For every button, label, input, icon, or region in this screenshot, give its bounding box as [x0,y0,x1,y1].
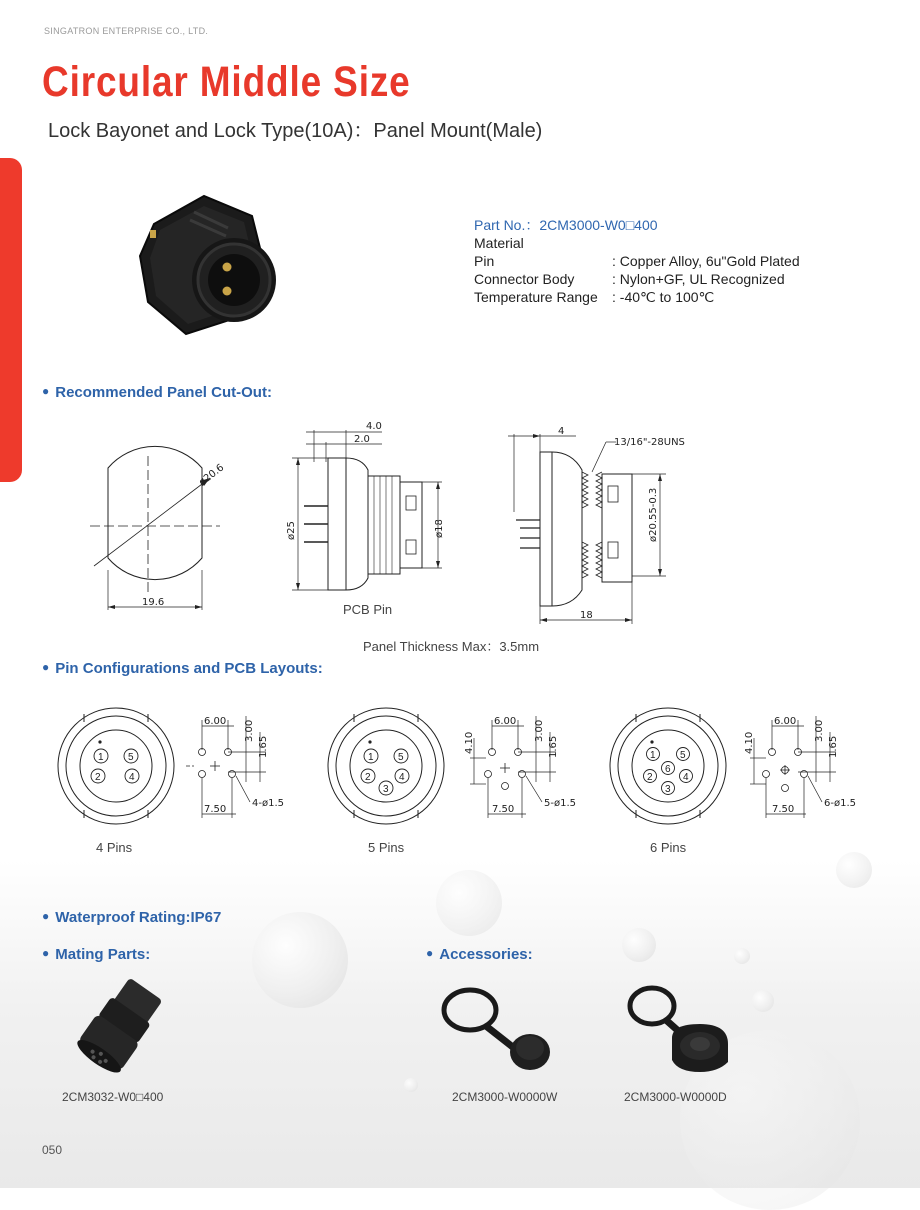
accessory-part-number: 2CM3000-W0000W [452,1090,558,1104]
pcb-layout-4 [186,712,296,820]
pcb-holes-label: 6-ø1.5 [824,798,856,809]
bullet-icon: ● [42,946,50,960]
pin-number: 4 [129,772,135,783]
section-title: Recommended Panel Cut-Out: [55,384,272,401]
accessory-cap-d-photo [622,984,742,1076]
pin-caption: 6 Pins [650,840,687,855]
bullet-icon: ● [42,384,50,398]
thread-drawing [498,424,685,624]
pin-number: 3 [383,784,389,795]
pin-caption: 5 Pins [368,840,405,855]
section-waterproof [42,909,221,926]
decorative-bubble [622,928,656,962]
page-number: 050 [42,1143,63,1157]
side-tab [0,158,22,482]
page-subtitle: Lock Bayonet and Lock Type(10A)：Panel Mount(Male) [48,120,543,142]
section-cutout [42,384,272,401]
pin-number: 2 [365,772,371,783]
thread-dim-right: ø20.55-0.3 [648,487,659,542]
mating-part-photo [70,980,180,1076]
decorative-bubble [752,990,774,1012]
cutout-diameter-label: ø20.6 [197,462,227,489]
spec-block [474,216,800,306]
section-title: Mating Parts: [55,946,151,963]
pcb-layout-5 [460,712,580,820]
side-dim-left: ø25 [286,521,297,540]
pin-number: 4 [399,772,405,783]
spec-value: : Copper Alloy, 6u"Gold Plated [612,253,800,269]
bullet-icon: ● [426,946,434,960]
pin-face-6 [608,704,728,828]
pin-number: 3 [665,784,671,795]
pin-number: 2 [95,772,101,783]
side-dim-top-inner: 2.0 [354,434,370,445]
section-pin-configs [42,660,323,677]
pin-face-5 [326,704,446,828]
pcb-dim-bottom: 7.50 [492,804,515,815]
spec-row [474,252,800,270]
accessory-part-number: 2CM3000-W0000D [624,1090,727,1104]
spec-row [474,270,800,288]
pcb-dim-left: 4.10 [464,731,475,754]
pin-face-4 [56,704,176,828]
side-dim-top-outer: 4.0 [366,421,382,432]
pin-number: 1 [650,750,656,761]
pin-number: 6 [665,764,671,775]
pin-number: 1 [98,752,104,763]
pin-number: 2 [647,772,653,783]
pcb-dim-h: 6.00 [204,716,227,727]
decorative-bubble [836,852,872,888]
spec-key: Pin [474,253,495,269]
pin-number: 4 [683,772,689,783]
connector-photo [134,194,280,340]
pin-number: 1 [368,752,374,763]
section-accessories [426,946,533,963]
section-title: Pin Configurations and PCB Layouts: [55,660,323,677]
pcb-dim-v1: 3.00 [814,719,825,742]
part-number: Part No.：2CM3000-W0□400 [474,217,658,233]
side-drawing [282,418,452,608]
cutout-drawing [90,450,240,615]
pcb-dim-v1: 3.00 [534,719,545,742]
bullet-icon: ● [42,660,50,674]
pin-number: 5 [680,750,686,761]
section-mating [42,946,150,963]
thread-label: 13/16"-28UNS [614,437,685,448]
pcb-holes-label: 5-ø1.5 [544,798,576,809]
thread-dim-top: 4 [558,426,565,437]
bullet-icon: ● [42,909,50,923]
panel-thickness-note: Panel Thickness Max：3.5mm [363,639,540,654]
decorative-bubble [252,912,348,1008]
pcb-pin-caption: PCB Pin [343,602,393,617]
cutout-width-label: 19.6 [142,597,165,608]
pcb-dim-v1: 3.00 [244,719,255,742]
pcb-holes-label: 4-ø1.5 [252,798,284,809]
accessory-cap-w-photo [436,986,556,1076]
page-title: Circular Middle Size [42,58,411,106]
spec-value: : Nylon+GF, UL Recognized [612,271,785,287]
pin-number: 5 [128,752,134,763]
material-label: Material [474,235,524,251]
mating-part-number: 2CM3032-W0□400 [62,1090,164,1104]
section-title: Waterproof Rating:IP67 [55,909,222,926]
pcb-dim-v2: 1.65 [258,735,269,758]
pcb-dim-bottom: 7.50 [204,804,227,815]
section-title: Accessories: [439,946,533,963]
pcb-layout-6 [740,712,860,820]
decorative-bubble [734,948,750,964]
pcb-dim-v2: 1.65 [548,735,559,758]
pcb-dim-h: 6.00 [774,716,797,727]
spec-row [474,288,800,306]
spec-value: : -40℃ to 100℃ [612,289,715,305]
thread-dim-bottom: 18 [580,610,593,621]
pcb-dim-left: 4.10 [744,731,755,754]
decorative-bubble [404,1078,418,1092]
spec-key: Connector Body [474,271,575,287]
spec-key: Temperature Range [474,289,598,305]
side-dim-right: ø18 [434,519,445,538]
pcb-dim-bottom: 7.50 [772,804,795,815]
pcb-dim-v2: 1.65 [828,735,839,758]
pin-number: 5 [398,752,404,763]
decorative-bubble [436,870,502,936]
pin-caption: 4 Pins [96,840,133,855]
pcb-dim-h: 6.00 [494,716,517,727]
company-name: SINGATRON ENTERPRISE CO., LTD. [44,26,209,36]
